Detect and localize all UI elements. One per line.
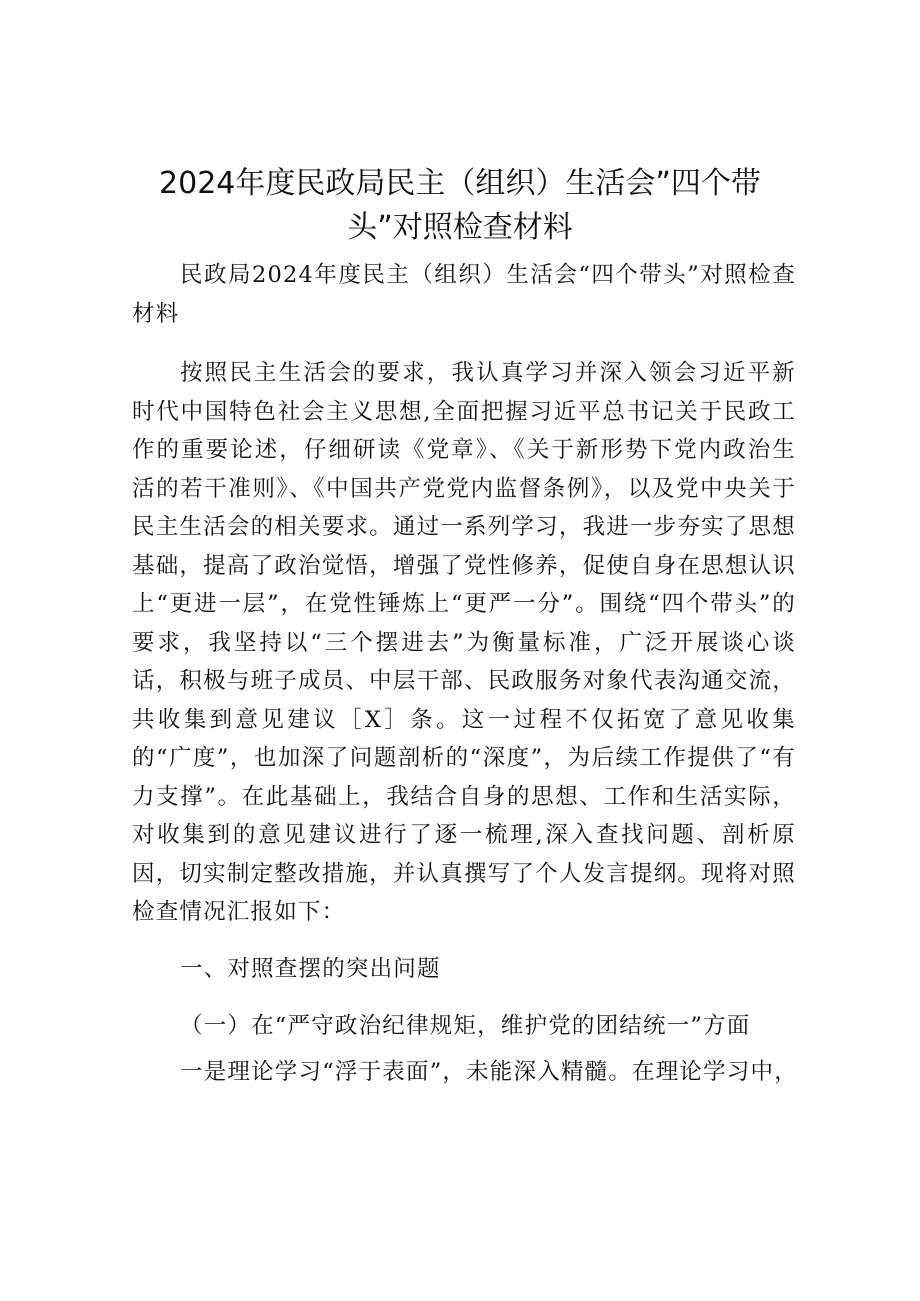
document-subtitle: 民政局2024年度民主（组织）生活会“四个带头”对照检查材料 <box>132 262 796 327</box>
document-title: 2024年度民政局民主（组织）生活会”四个带头”对照检查材料 <box>159 166 761 245</box>
subsection-heading: （一）在“严守政治纪律规矩，维护党的团结统一”方面 <box>180 1013 751 1039</box>
intro-paragraph: 按照民主生活会的要求，我认真学习并深入领会习近平新时代中国特色社会主义思想,全面把握习近平总书记关于民政工作的重要论述，仔细研读《党章》、《关于新形势下党内政治生活的若干准则》、《中国共产党党内监督条例》，以及党中央关于民主生活会的相关要求。通过一系列学习，我进一步夯实了思想基础，提高了政治觉悟，增强了党性修养，促使自身在思想认识上“更进一层”，在党性锤炼上“更严一分”。围绕“四个带头”的要求，我坚持以“三个摆进去”为衡量标准，广泛开展谈心谈话，积极与班子成员、中层干部、民政服务对象代表沟通交流，共收集到意见建议［X］条。这一过程不仅拓宽了意见收集的“广度”，也加深了问题剖析的“深度”，为后续工作提供了“有力支撑”。在此基础上，我结合自身的思想、工作和生活实际，对收集到的意见建议进行了逐一梳理,深入查找问题、剖析原因，切实制定整改措施，并认真撰写了个人发言提纲。现将对照检查情况汇报如下： <box>132 360 796 925</box>
item-paragraph: 一是理论学习“浮于表面”，未能深入精髓。在理论学习中， <box>180 1059 798 1085</box>
section-heading: 一、对照查摆的突出问题 <box>180 956 441 982</box>
